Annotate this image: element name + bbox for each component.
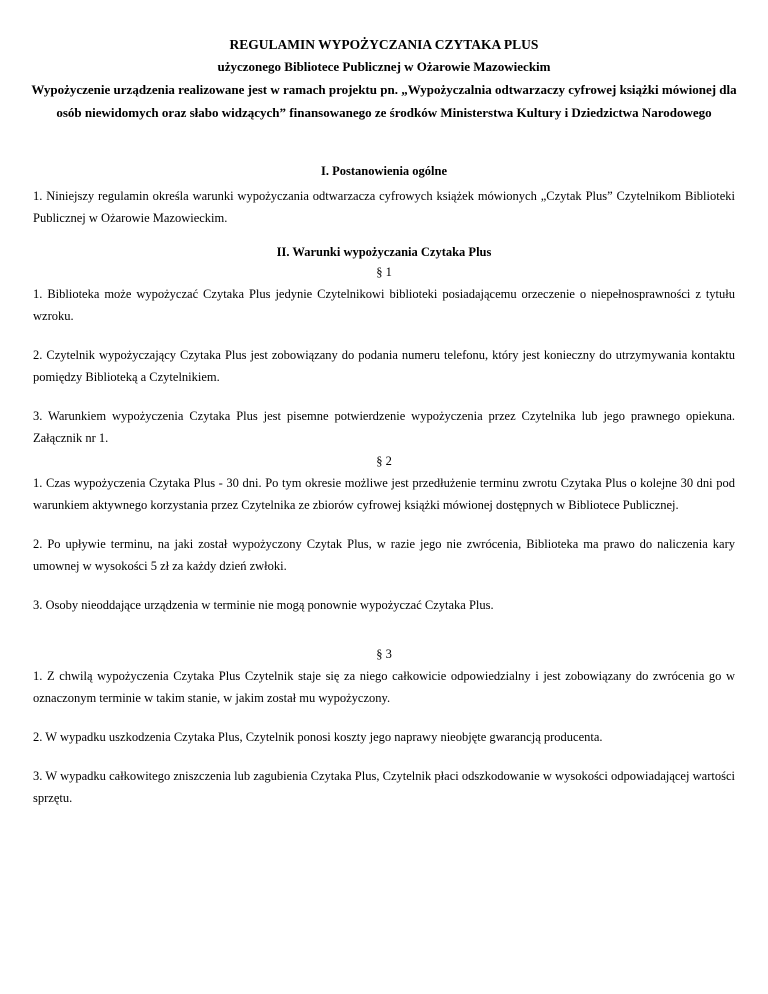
par3-point-1: 1. Z chwilą wypożyczenia Czytaka Plus Czytelnik staje się za niego całkowicie odpowiedzialny i jest zobowiązany do zwrócenia go w oznaczonym terminie w takim stanie, w jakim został mu wypożyczony. [33,669,735,705]
par3-point-3: 3. W wypadku całkowitego zniszczenia lub zagubienia Czytaka Plus, Czytelnik płaci odszkodowanie w wysokości odpowiadającej wartości sprzętu. [33,769,735,805]
par2-point-1: 1. Czas wypożyczenia Czytaka Plus - 30 dni. Po tym okresie możliwe jest przedłużenie terminu zwrotu Czytaka Plus o kolejne 30 dni pod warunkiem aktywnego korzystania przez Czytelnika ze zbiorów cyfrowej książki mówionej dostępnych w Bibliotece Publicznej. [33,476,735,512]
paragraph-sign-2: § 2 [376,454,392,468]
par2-point-3: 3. Osoby nieoddające urządzenia w terminie nie mogą ponownie wypożyczać Czytaka Plus. [33,598,494,612]
par1-point-2: 2. Czytelnik wypożyczający Czytaka Plus jest zobowiązany do podania numeru telefonu, który jest konieczny do utrzymywania kontaktu pomiędzy Biblioteką a Czytelnikiem. [33,348,735,384]
paragraph-sign-3: § 3 [376,647,392,661]
document-body [33,162,735,809]
project-description: Wypożyczenie urządzenia realizowane jest w ramach projektu pn. „Wypożyczalnia odtwarzaczy cyfrowej książki mówionej dla osób niewidomych oraz słabo widzących” finansowanego ze środków Ministerstwa Kultury i Dziedzictwa Narodowego [31,82,737,120]
par1-point-1: 1. Biblioteka może wypożyczać Czytaka Plus jedynie Czytelnikowi biblioteki posiadającemu orzeczenie o niepełnosprawności z tytułu wzroku. [33,287,735,323]
document-subtitle: użyczonego Bibliotece Publicznej w Ożarowie Mazowieckim [217,59,551,74]
par2-point-2: 2. Po upływie terminu, na jaki został wypożyczony Czytak Plus, w razie jego nie zwrócenia, Biblioteka ma prawo do naliczenia kary umownej w wysokości 5 zł za każdy dzień zwłoki. [33,537,735,573]
paragraph-sign-1: § 1 [376,265,392,279]
general-paragraph-1: 1. Niniejszy regulamin określa warunki wypożyczania odtwarzacza cyfrowych książek mówionych „Czytak Plus” Czytelnikom Biblioteki Publicznej w Ożarowie Mazowieckim. [33,189,735,225]
section-title-general: I. Postanowienia ogólne [320,164,448,178]
par1-point-3: 3. Warunkiem wypożyczenia Czytaka Plus jest pisemne potwierdzenie wypożyczenia przez Czytelnika lub jego prawnego opiekuna. Załącznik nr 1. [33,409,735,445]
document-title: REGULAMIN WYPOŻYCZANIA CZYTAKA PLUS [229,37,539,52]
section-title-conditions: II. Warunki wypożyczania Czytaka Plus [276,245,492,259]
document-header [28,34,740,124]
par3-point-2: 2. W wypadku uszkodzenia Czytaka Plus, Czytelnik ponosi koszty jego naprawy nieobjęte gwarancją producenta. [33,730,603,744]
